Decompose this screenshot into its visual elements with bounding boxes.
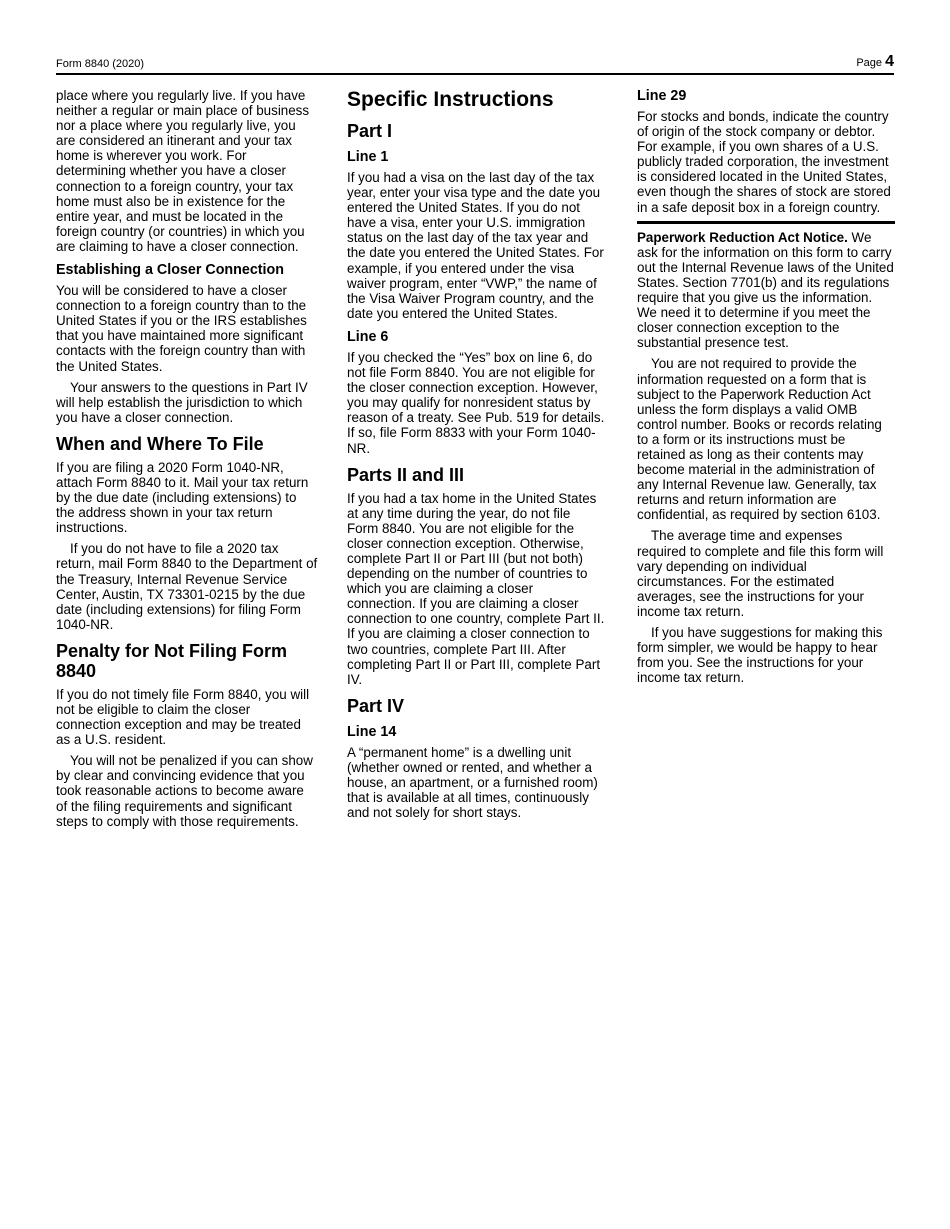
- line-14-paragraph: A “permanent home” is a dwelling unit (whether owned or rented, and whether a house, an apartment, or a furnished room) that is available at all times, continuously and not solely for short stays.: [347, 744, 598, 821]
- paperwork-paragraph-1: [637, 230, 895, 351]
- line-29-paragraph: For stocks and bonds, indicate the country of origin of the stock company or debtor. For example, if you own shares of a U.S. publicly traded corporation, the investment is considered located in the United States, even though the shares of stock are stored in a safe deposit box in a foreign country.: [637, 109, 891, 215]
- heading-line-6: Line 6: [347, 328, 389, 345]
- paperwork-paragraph-3: The average time and expenses required to complete and file this form will vary depending on individual circumstances. For the estimated averages, see the instructions for your income tax return.: [637, 528, 884, 619]
- paperwork-paragraph-2: You are not required to provide the information requested on a form that is subject to the Paperwork Reduction Act unless the form displays a valid OMB control number. Books or records relating to a form or its instructions must be retained as long as their contents may become material in the administration of any Internal Revenue law. Generally, tax returns and return information are confidential, as required by section 6103.: [637, 356, 882, 523]
- heading-parts-2-3: Parts II and III: [347, 464, 465, 485]
- heading-line-29: Line 29: [637, 88, 687, 104]
- establishing-paragraph-1: You will be considered to have a closer connection to a foreign country than to the United States if you or the IRS establishes that you have maintained more significant contacts with the foreign country than with the United States.: [56, 283, 307, 374]
- page-number: 4: [885, 53, 894, 70]
- paperwork-notice-lead: Paperwork Reduction Act Notice.: [637, 229, 848, 245]
- line-1-paragraph: If you had a visa on the last day of the tax year, enter your visa type and the date you entered the United States. If you do not have a visa, enter your U.S. immigration status on the last day of the tax year and the date you entered the United States. For example, if you entered under the visa waiver program, enter “VWP,” the name of the Visa Waiver Program country, and the date you entered the United States.: [347, 170, 604, 321]
- column-right: [637, 88, 895, 691]
- when-paragraph-2: If you do not have to file a 2020 tax return, mail Form 8840 to the Department of the Treasury, Internal Revenue Service Center, Austin, TX 73301-0215 by the due date (including extensions) for filing Form 1040-NR.: [56, 541, 318, 632]
- heading-part-1: Part I: [347, 121, 393, 141]
- paperwork-paragraph-1-text: We ask for the information on this form to carry out the Internal Revenue laws of the United States. Section 7701(b) and its regulations require that you give us the information. We need it to determine if you meet the closer connection exception to the substantial presence test.: [637, 229, 894, 351]
- tax-home-continued: place where you regularly live. If you have neither a regular or main place of business nor a place where you regularly live, you are considered an itinerant and your tax home is wherever you work. For determining whether you have a closer connection to a foreign country, your tax home must also be in existence for the entire year, and must be located in the foreign country (or countries) in which you are claiming to have a closer connection.: [56, 88, 310, 254]
- parts-2-3-paragraph: If you had a tax home in the United States at any time during the year, do not file Form 8840. You are not eligible for the closer connection exception. Otherwise, complete Part II or Part III (but not both) depending on the number of countries to which you are claiming a closer connection. If you are claiming a closer connection to one country, complete Part II. If you are claiming a closer connection to two countries, complete Part III. After completing Part II or Part III, complete Part IV.: [347, 490, 605, 687]
- heading-when-where-to-file: When and Where To File: [56, 433, 264, 454]
- heading-penalty: Penalty for Not Filing Form 8840: [56, 640, 288, 681]
- heading-line-1: Line 1: [347, 149, 389, 165]
- paperwork-paragraph-4: If you have suggestions for making this form simpler, we would be happy to hear from you. See the instructions for your income tax return.: [637, 625, 883, 686]
- when-paragraph-1: If you are filing a 2020 Form 1040-NR, attach Form 8840 to it. Mail your tax return by the due date (including extensions) to the address shown in your tax return instructions.: [56, 459, 309, 536]
- page-word: Page: [856, 57, 883, 69]
- penalty-paragraph-1: If you do not timely file Form 8840, you will not be eligible to claim the closer connection exception and may be treated as a U.S. resident.: [56, 686, 310, 748]
- page-number-label: [856, 53, 894, 71]
- line-6-paragraph: If you checked the “Yes” box on line 6, do not file Form 8840. You are not eligible for the closer connection exception. However, you may qualify for nonresident status by reason of a treaty. See Pub. 519 for details. If so, file Form 8833 with your Form 1040-NR.: [347, 349, 605, 456]
- heading-establishing-closer-connection: Establishing a Closer Connection: [56, 262, 284, 279]
- column-middle: [347, 88, 605, 826]
- heading-part-4: Part IV: [347, 695, 405, 716]
- page-header: [56, 53, 894, 75]
- establishing-paragraph-2: Your answers to the questions in Part IV will help establish the jurisdiction to which you have a closer connection.: [56, 379, 308, 425]
- heading-specific-instructions: Specific Instructions: [347, 88, 554, 111]
- column-left: [56, 88, 318, 835]
- section-divider: [637, 221, 895, 224]
- penalty-paragraph-2: You will not be penalized if you can show by clear and convincing evidence that you took reasonable actions to become aware of the filing requirements and significant steps to comply with those requirements.: [56, 753, 313, 829]
- heading-line-14: Line 14: [347, 723, 397, 740]
- form-label: Form 8840 (2020): [56, 58, 145, 70]
